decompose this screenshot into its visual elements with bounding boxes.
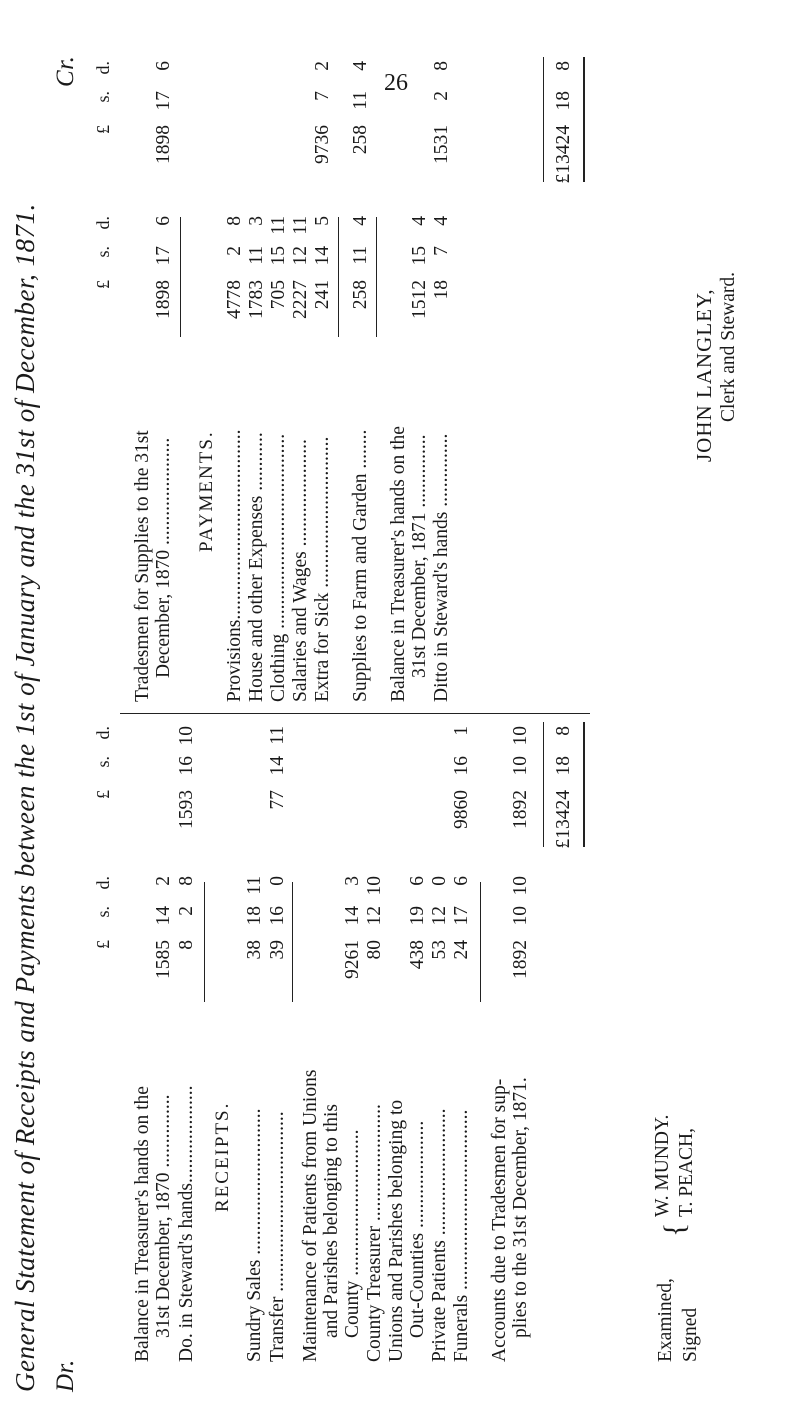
receipt-balance-line1: Balance in Treasurer's hands on the (132, 1086, 153, 1362)
receipt-accounts-total: 1892 10 10 (510, 726, 531, 829)
payment-house-amount: 1783 11 3 (246, 216, 267, 319)
payment-farm-total: 258 11 4 (350, 61, 371, 155)
payment-salaries-label: Salaries and Wages ...................... (290, 439, 311, 702)
receipt-unions-amount: 438 19 6 (407, 876, 428, 970)
statement-title: General Statement of Receipts and Payments between the 1st of January and the 31st of December, 1871. (10, 203, 40, 1392)
receipt-funerals-label: Funerals ..................................... (451, 1109, 472, 1362)
receipt-ctreas-amount: 80 12 10 (364, 876, 385, 960)
divider (338, 217, 339, 337)
examined-label: Examined, (655, 1278, 676, 1362)
receipts-currency-head-outer: £ s. d. (93, 726, 113, 799)
receipt-transfer-label: Transfer ..................................... (267, 1111, 288, 1362)
payment-clothing-amount: 705 15 11 (268, 216, 289, 310)
signature-brace: { (658, 1222, 691, 1237)
payment-salaries-amount: 2227 12 11 (290, 216, 311, 319)
receipt-ctreas-label: County Treasurer ........................ (364, 1104, 385, 1362)
payments-grand-total: £13424 18 8 (553, 61, 574, 184)
examiner-name-1: W. MUNDY. (652, 1114, 673, 1217)
dr-label: Dr. (52, 1359, 79, 1392)
divider (292, 882, 293, 1002)
receipt-maint-line1: Maintenance of Patients from Unions (300, 1069, 321, 1362)
payment-provisions-label: Provisions....................................... (224, 429, 245, 702)
payments-currency-head-inner: £ s. d. (93, 216, 113, 289)
receipt-private-amount: 53 12 0 (429, 876, 450, 960)
payment-tradesmen-line2: December, 1870 ...................... (153, 437, 174, 678)
payment-provisions-amount: 4778 2 8 (224, 216, 245, 319)
clerk-title: Clerk and Steward. (718, 271, 739, 422)
divider (204, 882, 205, 1002)
receipt-funerals-amount: 24 17 6 (451, 876, 472, 960)
receipt-maint-line3: County .............................. (342, 1129, 363, 1338)
payments-currency-head-outer: £ s. d. (93, 61, 113, 134)
receipts-currency-head-inner: £ s. d. (93, 876, 113, 949)
receipt-private-label: Private Patients .......................... (429, 1108, 450, 1362)
receipt-accounts-line2: plies to the 31st December, 1871. (510, 1077, 531, 1338)
payment-balance-line2: 31st December, 1871 ............... (409, 434, 430, 678)
payment-balance-line1: Balance in Treasurer's hands on the (388, 426, 409, 702)
divider (583, 722, 585, 847)
receipt-steward-label: Do. in Steward's hands.................... (176, 1085, 197, 1362)
clerk-name: JOHN LANGLEY, (692, 288, 716, 462)
receipt-sundry-amount: 38 18 11 (244, 876, 265, 960)
receipt-maint-line2: and Parishes belonging to this (321, 1104, 342, 1338)
receipt-group3-total: 9860 16 1 (451, 726, 472, 829)
payment-group2-total: 9736 7 2 (312, 61, 333, 164)
center-divider (120, 713, 590, 714)
receipt-sundry-label: Sundry Sales .............................. (244, 1108, 265, 1362)
receipt-unions-line1: Unions and Parishes belonging to (386, 1099, 407, 1362)
payment-extra-amount: 241 14 5 (312, 216, 333, 310)
receipt-accounts-line1: Accounts due to Tradesmen for sup- (489, 1078, 510, 1362)
receipt-unions-line2: Out-Counties ...................... (407, 1120, 428, 1338)
receipt-transfer-amount: 39 16 0 (267, 876, 288, 960)
payment-farm-amount: 258 11 4 (350, 216, 371, 310)
payment-steward-label: Ditto in Steward's hands ............... (431, 433, 452, 702)
receipts-grand-total: £13424 18 8 (553, 726, 574, 849)
divider (543, 57, 544, 182)
receipt-maint-amount: 9261 14 3 (342, 876, 363, 979)
receipt-accounts-amount: 1892 10 10 (510, 876, 531, 979)
payment-extra-label: Extra for Sick ............................... (312, 436, 333, 702)
payment-steward-amount: 18 7 4 (431, 216, 452, 300)
divider (543, 722, 544, 847)
payment-balance-amount: 1512 15 4 (409, 216, 430, 319)
page-number: 26 (384, 70, 408, 96)
divider (180, 217, 181, 337)
receipt-steward-amount: 8 2 8 (176, 876, 197, 950)
receipt-group2-total: 77 14 11 (267, 726, 288, 810)
receipt-group1-total: 1593 16 10 (176, 726, 197, 829)
payment-tradesmen-amount: 1898 17 6 (153, 216, 174, 319)
payment-tradesmen-total: 1898 17 6 (153, 61, 174, 164)
divider (376, 217, 377, 337)
examiner-name-2: T. PEACH, (676, 1127, 697, 1217)
receipt-balance-line2: 31st December, 1870 ............... (153, 1094, 174, 1338)
signed-label: Signed (680, 1307, 701, 1362)
payments-heading: PAYMENTS. (196, 430, 217, 552)
receipt-balance-amount: 1585 14 2 (153, 876, 174, 979)
divider (480, 882, 481, 1002)
divider (583, 57, 585, 182)
payment-tradesmen-line1: Tradesmen for Supplies to the 31st (132, 430, 153, 702)
payment-farm-label: Supplies to Farm and Garden ........ (350, 429, 371, 702)
receipts-heading: RECEIPTS. (212, 1101, 233, 1212)
payment-house-label: House and other Expenses ............ (246, 432, 267, 702)
payment-clothing-label: Clothing ........................................ (268, 433, 289, 702)
cr-label: Cr. (52, 55, 79, 87)
payment-group4-total: 1531 2 8 (431, 61, 452, 164)
